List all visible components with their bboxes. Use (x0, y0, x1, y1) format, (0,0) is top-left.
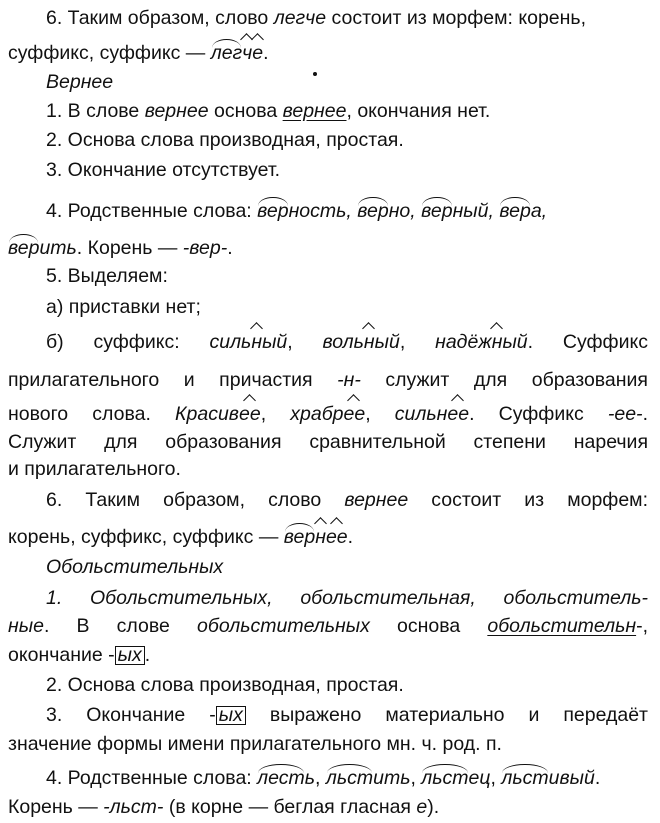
text: 3. Окончание - (46, 704, 216, 726)
text: Красив (175, 403, 239, 425)
root-arc: вер (357, 200, 389, 222)
text: (в корне — беглая гласная (163, 796, 417, 818)
root-arc: льст (325, 767, 374, 789)
v1-line (46, 99, 648, 123)
text: . Корень — (76, 237, 183, 259)
text: основа (208, 100, 283, 122)
suffix-hat: е (252, 42, 264, 64)
root-label: -вер- (182, 237, 228, 259)
v6-line1 (46, 488, 648, 512)
v3-line: 3. Окончание отсутствует. (46, 159, 281, 181)
text: , (490, 767, 502, 789)
word: вернее (144, 100, 209, 122)
text: ый (374, 331, 400, 353)
v4-line2 (8, 236, 648, 260)
word: обольстительных (197, 615, 370, 637)
v5b-line5: и прилагательного. (8, 458, 181, 480)
text: , (541, 200, 548, 222)
text: . (642, 403, 648, 425)
v2-line: 2. Основа слова производная, простая. (46, 129, 404, 151)
text: ность (288, 200, 347, 222)
root-label: -льст- (103, 796, 164, 818)
text: ить (39, 237, 77, 259)
text: состоит из морфем: корень, (326, 7, 586, 29)
text: храбр (290, 403, 344, 425)
text: , (315, 767, 326, 789)
text: ый (262, 331, 288, 353)
root-arc: вер (257, 200, 289, 222)
suffix-hat: ч (242, 42, 253, 64)
root-arc: лег (210, 42, 243, 64)
text: , (287, 331, 323, 353)
v5a-line: а) приставки нет; (46, 296, 201, 318)
suffix-hat: н (251, 331, 263, 353)
text: . (263, 42, 269, 64)
text: б) суффикс: (46, 331, 210, 353)
text: 4. Родственные слова: (46, 767, 258, 789)
text: ный (452, 200, 489, 222)
text: корень, суффикс, суффикс — (8, 526, 284, 548)
root-arc: льст (421, 767, 469, 789)
text: окончание - (8, 644, 115, 666)
text: прилагательного и причастия (8, 369, 338, 391)
text: , (399, 331, 436, 353)
text: состоит из морфем: (408, 489, 649, 511)
text: нового слова. (8, 403, 176, 425)
text: силь (209, 331, 252, 353)
text: . (347, 526, 354, 548)
o1-line1: 1. Обольстительных, обольстительная, обольститель- (46, 587, 648, 609)
o2-line: 2. Основа слова производная, простая. (46, 674, 404, 696)
suffix-hat: н (363, 331, 375, 353)
text: ). (427, 796, 440, 818)
suffix-label: -н- (337, 369, 361, 391)
text: ь (304, 767, 316, 789)
text: 6. Таким образом, слово (46, 489, 345, 511)
text: а (530, 200, 542, 222)
text: но (388, 200, 411, 222)
o4-line1 (46, 766, 648, 790)
suffix-hat: ее (325, 526, 348, 548)
ending-box: ых (115, 646, 145, 665)
suffix-hat: н (315, 526, 326, 548)
text: ить (373, 767, 411, 789)
text: ец (468, 767, 491, 789)
text: ивый (548, 767, 595, 789)
text: Корень — (8, 796, 104, 818)
text: 1. В слове (46, 100, 145, 122)
text: , (488, 200, 500, 222)
o3-line2: значение формы имени прилагательного мн. ч. род. п. (8, 733, 502, 755)
v5b-line1 (46, 330, 648, 354)
p6a-line2 (8, 41, 648, 65)
suffix-hat: н (491, 331, 503, 353)
root-arc: вер (283, 526, 316, 548)
text: -, (636, 615, 649, 637)
v6-line2 (8, 525, 648, 549)
text: . Суффикс (527, 331, 648, 353)
v5b-line4: Служит для образования сравнительной степени наречия (8, 431, 648, 453)
p6a-line1 (46, 6, 648, 30)
v4-line1 (46, 199, 648, 223)
text: , (410, 767, 422, 789)
ending-box: ых (216, 706, 246, 725)
v5b-line3 (8, 402, 648, 426)
o4-line2 (8, 795, 648, 819)
suffix-label: -ее- (607, 403, 643, 425)
v5-line: 5. Выделяем: (46, 265, 168, 287)
root-arc: льст (501, 767, 549, 789)
root-arc: вер (8, 237, 40, 259)
stem-underlined: вернее (282, 100, 347, 122)
o1-line2 (8, 614, 648, 638)
suffix-hat: ее (447, 403, 470, 425)
text: . (227, 237, 233, 259)
word: вернее (344, 489, 409, 511)
vowel: е (416, 796, 428, 818)
heading-vernee: Вернее (46, 71, 114, 93)
text: . (594, 767, 601, 789)
text: сильн (394, 403, 448, 425)
word-legche: легче (273, 7, 327, 29)
text: , (365, 403, 395, 425)
text: 6. Таким образом, слово (46, 7, 274, 29)
o1-line3 (8, 643, 648, 667)
text: , (410, 200, 422, 222)
text: . Суффикс (469, 403, 608, 425)
stem-underlined: обольстительн (487, 615, 637, 637)
text: . В слове (43, 615, 197, 637)
text: выражено материально и передаёт (245, 704, 648, 726)
text: надёж (435, 331, 492, 353)
root-arc: лест (257, 767, 305, 789)
text: суффикс, суффикс — (8, 42, 211, 64)
heading-obolstitelnykh: Обольстительных (46, 556, 224, 578)
text: ый (502, 331, 528, 353)
text: основа (369, 615, 488, 637)
text: воль (322, 331, 364, 353)
text: служит для образования (360, 369, 648, 391)
suffix-hat: ее (238, 403, 261, 425)
text: , (346, 200, 358, 222)
text: 4. Родственные слова: (46, 200, 258, 222)
suffix-hat: ее (343, 403, 366, 425)
root-arc: вер (421, 200, 453, 222)
o3-line1 (46, 703, 648, 727)
text: , окончания нет. (346, 100, 491, 122)
text: , (260, 403, 291, 425)
root-arc: вер (499, 200, 531, 222)
text: ные (8, 615, 44, 637)
v5b-line2 (8, 368, 648, 392)
text: . (144, 644, 151, 666)
